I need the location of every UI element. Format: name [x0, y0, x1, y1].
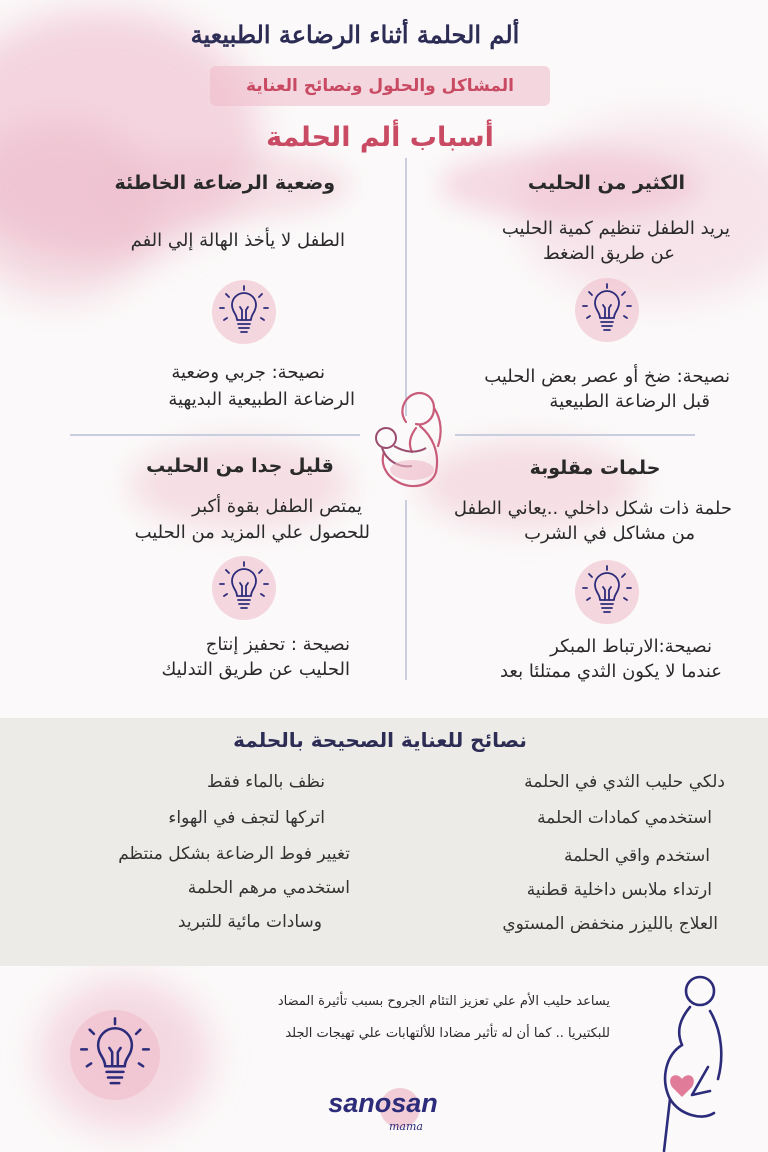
care-tip-item: استخدمي مرهم الحلمة [187, 878, 350, 898]
divider-horizontal [455, 434, 695, 436]
lightbulb-icon [575, 278, 639, 342]
cause-text-line: حلمة ذات شكل داخلي ..يعاني الطفل [453, 498, 732, 519]
cause-text-line: يريد الطفل تنظيم كمية الحليب [501, 218, 730, 239]
cause-tip-line: قبل الرضاعة الطبيعية [549, 391, 710, 412]
lightbulb-icon [575, 560, 639, 624]
lightbulb-icon [212, 280, 276, 344]
causes-section-title: أسباب ألم الحلمة [266, 122, 494, 153]
care-tip-item: استخدمي كمادات الحلمة [537, 808, 712, 828]
page-subtitle: المشاكل والحلول ونصائح العناية [210, 66, 550, 106]
cause-tip-line: الرضاعة الطبيعية البديهية [168, 389, 355, 410]
cause-heading-wrong-position: وضعية الرضاعة الخاطئة [114, 172, 335, 194]
cause-tip-line: نصيحة : تحفيز إنتاج [205, 634, 350, 655]
cause-tip-line: نصيحة: جربي وضعية [171, 362, 325, 383]
cause-heading-inverted-nipples: حلمات مقلوبة [529, 457, 661, 479]
divider-horizontal [70, 434, 360, 436]
lightbulb-icon [212, 556, 276, 620]
care-tip-item: اتركها لتجف في الهواء [168, 808, 325, 828]
care-tip-item: وسادات مائية للتبريد [177, 912, 322, 932]
care-tips-title: نصائح للعناية الصحيحة بالحلمة [233, 728, 527, 752]
cause-heading-too-much-milk: الكثير من الحليب [527, 172, 685, 194]
sanosan-logo [308, 1080, 458, 1136]
cause-tip-line: نصيحة: ضخ أو عصر بعض الحليب [484, 366, 730, 387]
mother-baby-icon [368, 386, 458, 496]
pregnant-woman-icon [630, 975, 750, 1152]
care-tip-item: ارتداء ملابس داخلية قطنية [526, 880, 712, 900]
care-tip-item: نظف بالماء فقط [206, 772, 325, 792]
lightbulb-icon [70, 1010, 160, 1100]
svg-text:mama: mama [389, 1120, 423, 1133]
divider-vertical [405, 500, 407, 680]
footer-text-line: للبكتيريا .. كما أن له تأثير مضادا للألتهابات علي تهيجات الجلد [285, 1026, 610, 1041]
cause-tip-line: نصيحة:الارتباط المبكر [550, 636, 712, 657]
svg-text:sanosan: sanosan [328, 1088, 438, 1118]
care-tip-item: استخدم واقي الحلمة [563, 846, 710, 866]
cause-text-line: يمتص الطفل بقوة أكبر [192, 496, 362, 517]
cause-tip-line: عندما لا يكون الثدي ممتلئا بعد [499, 661, 722, 682]
cause-tip-line: الحليب عن طريق التدليك [161, 659, 350, 680]
cause-heading-too-little-milk: قليل جدا من الحليب [146, 455, 334, 477]
footer-text-line: يساعد حليب الأم علي تعزيز التئام الجروح بسبب تأثيرة المضاد [277, 994, 610, 1009]
cause-text-line: من مشاكل في الشرب [524, 523, 695, 544]
cause-text-line: للحصول علي المزيد من الحليب [134, 522, 370, 543]
divider-vertical [405, 158, 407, 416]
page-title: ألم الحلمة أثناء الرضاعة الطبيعية [190, 20, 520, 49]
care-tip-item: العلاج بالليزر منخفض المستوي [502, 914, 718, 934]
care-tip-item: دلكي حليب الثدي في الحلمة [524, 772, 725, 792]
cause-text-line: الطفل لا يأخذ الهالة إلي الفم [130, 230, 345, 251]
cause-text-line: عن طريق الضغط [542, 243, 675, 264]
care-tip-item: تغيير فوط الرضاعة بشكل منتظم [118, 844, 350, 864]
